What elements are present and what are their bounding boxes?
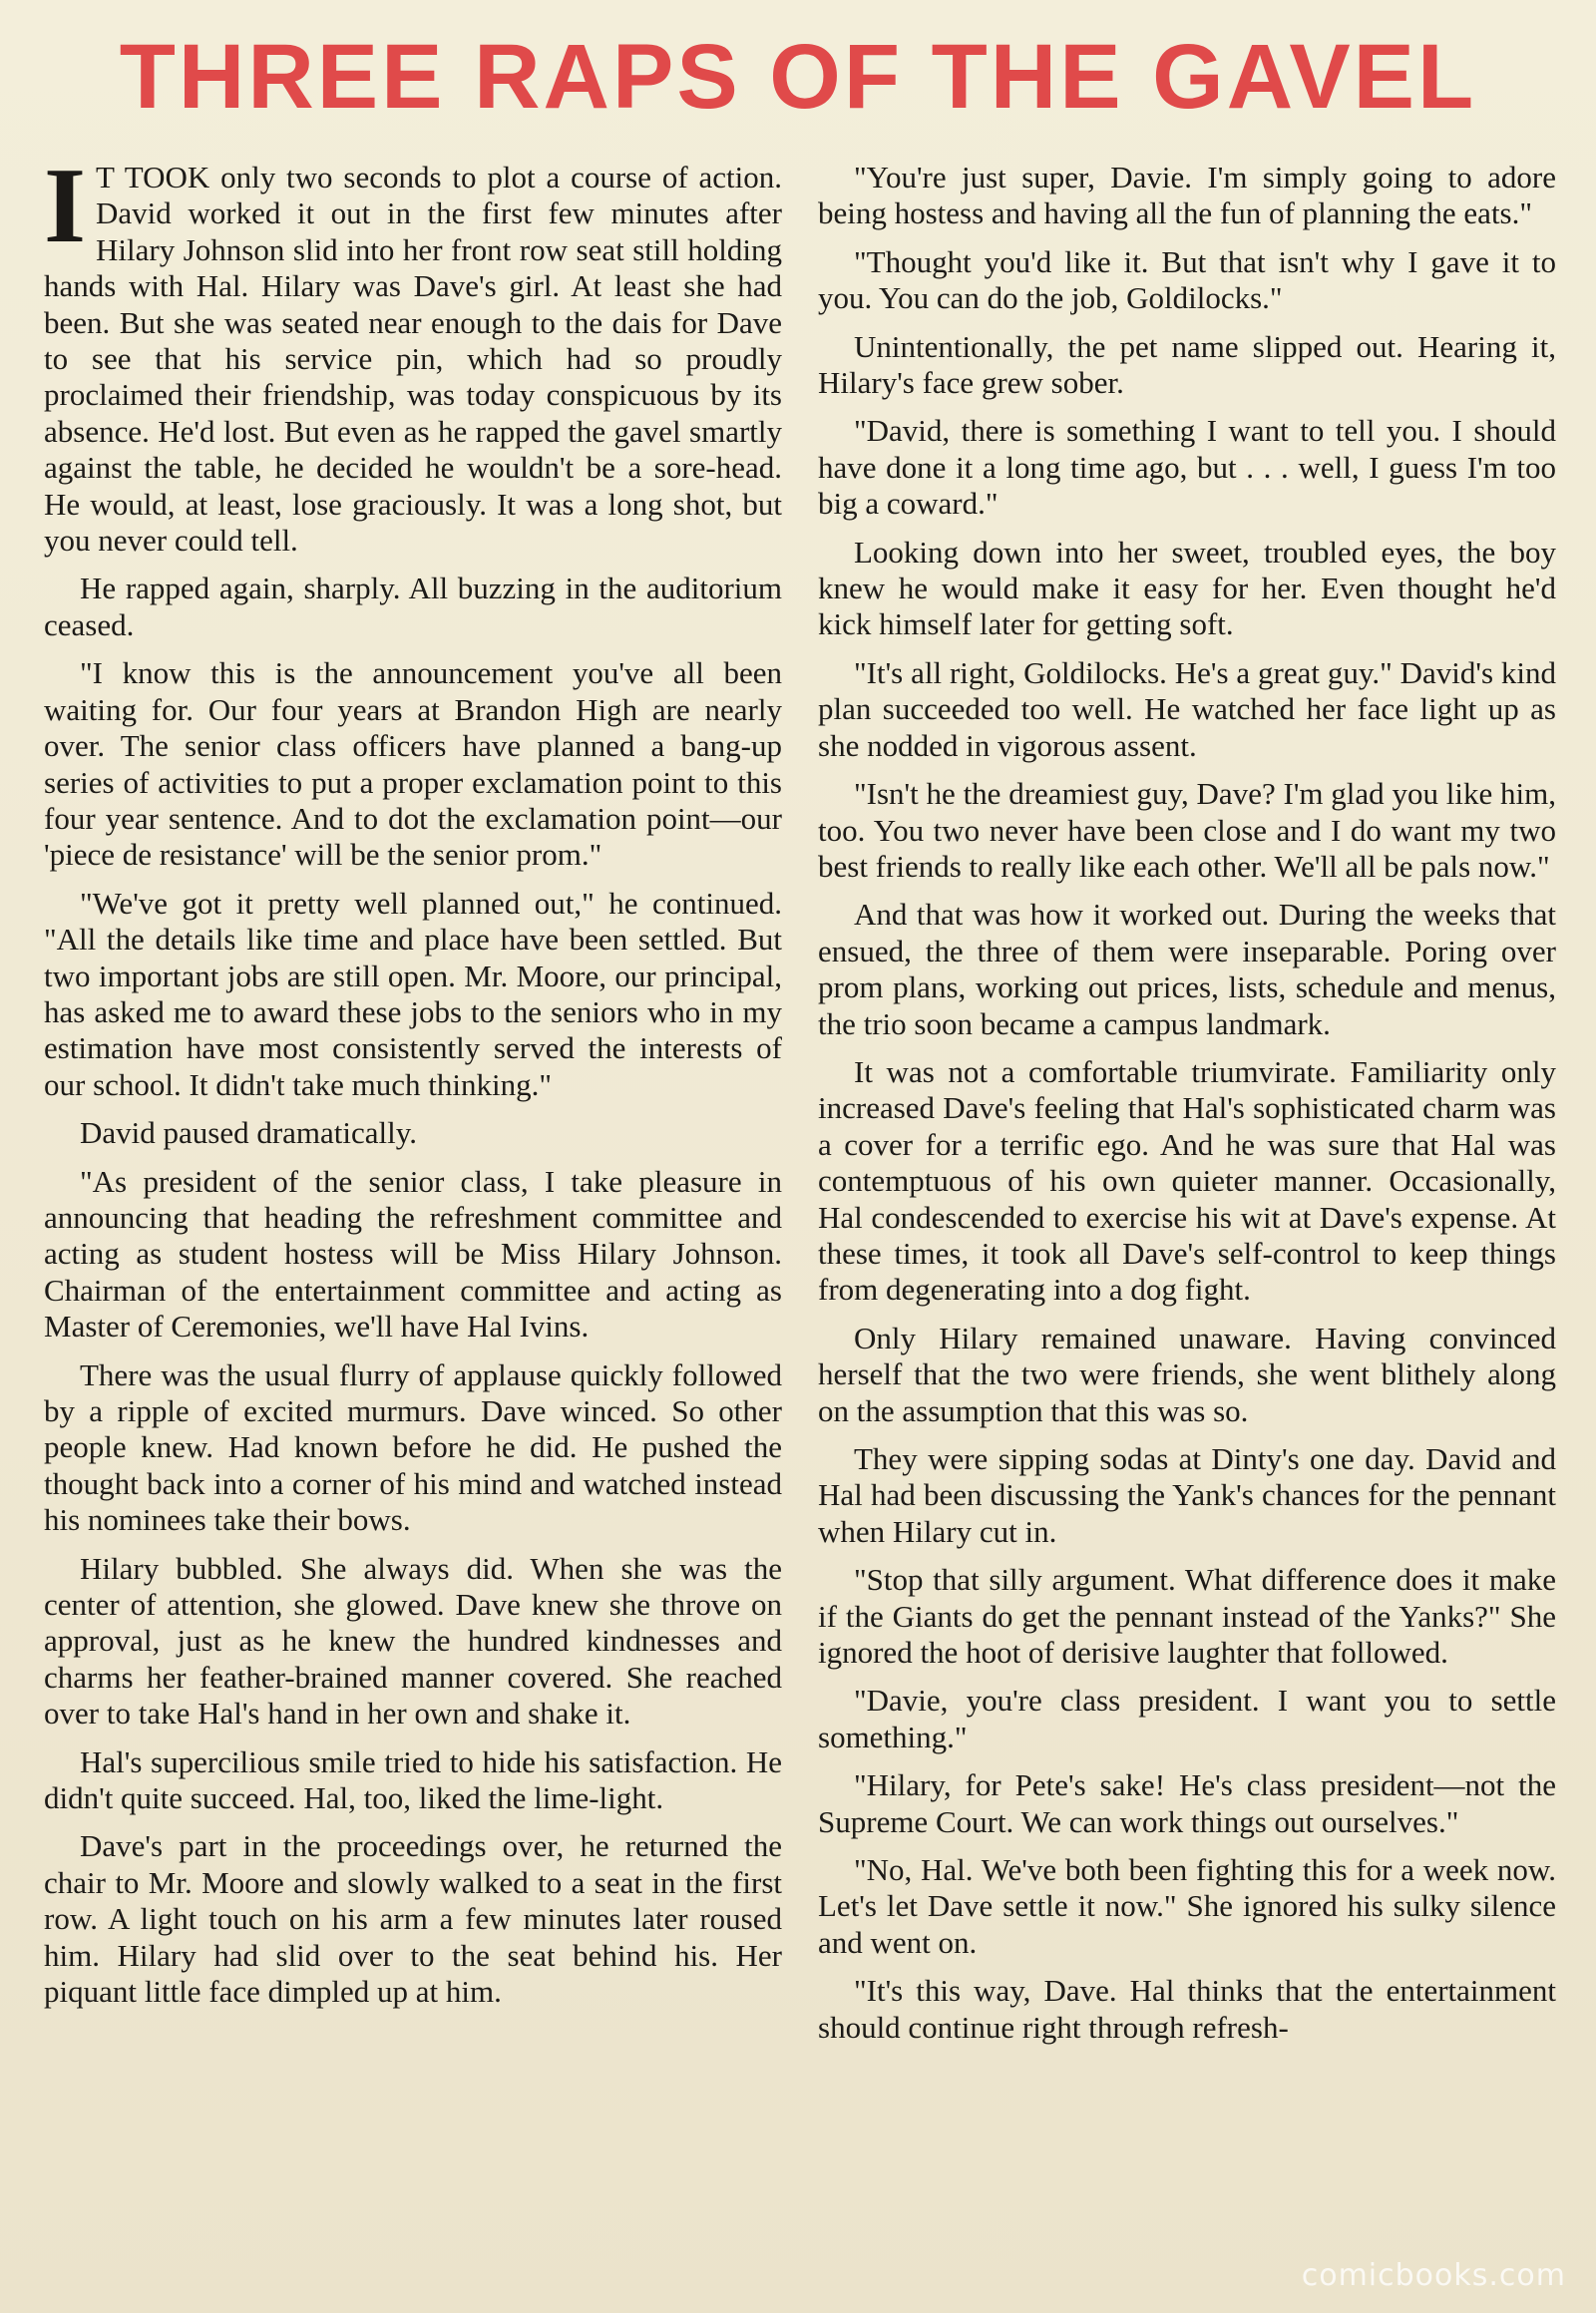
paragraph: Hilary bubbled. She always did. When she was the center of attention, she glowed. Dave knew she throve on approval, just as he knew the hundred kindnesses and charms her feather-brained manner covered. She reached over to take Hal's hand in her own and shake it. [44,1550,782,1732]
paragraph: "David, there is something I want to tell you. I should have done it a long time ago, but . . . well, I guess I'm too big a coward." [818,413,1556,522]
story-title: THREE RAPS OF THE GAVEL [119,26,1477,128]
paragraph: "Thought you'd like it. But that isn't why I gave it to you. You can do the job, Goldilocks." [818,243,1556,316]
paragraph: Hal's supercilious smile tried to hide his satisfaction. He didn't quite succeed. Hal, too, liked the lime-light. [44,1743,782,1816]
opening-paragraph [44,147,782,559]
drop-cap: I [44,147,87,265]
paragraph: "It's all right, Goldilocks. He's a great guy." David's kind plan succeeded too well. He watched her face light up as she nodded in vigorous assent. [818,654,1556,763]
paragraph: "Stop that silly argument. What difference does it make if the Giants do get the pennant instead of the Yanks?" She ignored the hoot of derisive laughter that followed. [818,1562,1556,1671]
paragraph: David paused dramatically. [80,1115,418,1151]
paragraph: "Hilary, for Pete's sake! He's class president—not the Supreme Court. We can work things out ourselves." [818,1767,1556,1839]
paragraph: "You're just super, Davie. I'm simply going to adore being hostess and having all the fun of planning the eats." [818,160,1556,231]
right-column [818,160,1556,2058]
paragraph: "I know this is the announcement you've all been waiting for. Our four years at Brandon High are nearly over. The senior class officers have planned a bang-up series of activities to put a proper exclamation point to this four year sentence. And to dot the exclamation point—our 'piece de resistance' will be the senior prom." [44,655,782,873]
paragraph: It was not a comfortable triumvirate. Familiarity only increased Dave's feeling that Hal's sophisticated charm was a cover for a terrific ego. And he was sure that Hal was contemptuous of his own quieter manner. Occasionally, Hal condescended to exercise his wit at Dave's expense. At these times, it took all Dave's self-control to keep things from degenerating into a dog fight. [818,1053,1556,1308]
paragraph: "Davie, you're class president. I want you to settle something." [818,1683,1556,1754]
paragraph: There was the usual flurry of applause quickly followed by a ripple of excited murmurs. Dave winced. So other people knew. Had known before he did. He pushed the thought back into a corner of his mind and watched instead his nominees take their bows. [44,1356,782,1538]
paragraph: Only Hilary remained unaware. Having convinced herself that the two were friends, she went blithely along on the assumption that this was so. [818,1320,1556,1428]
paragraph: And that was how it worked out. During the weeks that ensued, the three of them were inseparable. Poring over prom plans, working out prices, lists, schedule and menus, the trio soon became a campus landmark. [818,897,1556,1041]
paragraph: "Isn't he the dreamiest guy, Dave? I'm glad you like him, too. You two never have been close and I do want my two best friends to really like each other. We'll all be pals now." [818,776,1556,884]
paragraph: "No, Hal. We've both been fighting this for a week now. Let's let Dave settle it now." She ignored his sulky silence and went on. [818,1852,1556,1960]
site-watermark: comicbooks.com [1301,2258,1566,2293]
paragraph: He rapped again, sharply. All buzzing in the auditorium ceased. [44,571,782,642]
opening-paragraph-text: T TOOK only two seconds to plot a course of action. David worked it out in the first few minutes after Hilary Johnson slid into her front row seat still holding hands with Hal. Hilary was Dave's girl. At least she had been. But she was seated near enough to the dais for Dave to see that his service pin, which had so proudly proclaimed their friendship, was today conspicuous by its absence. He'd lost. But even as he rapped the gavel smartly against the table, he decided he wouldn't be a sore-head. He would, at least, lose graciously. It was a long shot, but you never could tell. [44,160,782,559]
paragraph: They were sipping sodas at Dinty's one day. David and Hal had been discussing the Yank's chances for the pennant when Hilary cut in. [818,1441,1556,1549]
paragraph: "As president of the senior class, I take pleasure in announcing that heading the refreshment committee and acting as student hostess will be Miss Hilary Johnson. Chairman of the entertainment committee and acting as Master of Ceremonies, we'll have Hal Ivins. [44,1163,782,1345]
paragraph: Unintentionally, the pet name slipped out. Hearing it, Hilary's face grew sober. [818,328,1556,401]
left-column [44,147,782,2023]
paragraph: Dave's part in the proceedings over, he returned the chair to Mr. Moore and slowly walked to a seat in the first row. A light touch on his arm a few minutes later roused him. Hilary had slid over to the seat behind his. Her piquant little face dimpled up at him. [44,1828,782,2010]
paragraph: Looking down into her sweet, troubled eyes, the boy knew he would make it easy for her. Even thought he'd kick himself later for getting soft. [818,534,1556,642]
paragraph: "We've got it pretty well planned out," he continued. "All the details like time and place have been settled. But two important jobs are still open. Mr. Moore, our principal, has asked me to award these jobs to the seniors who in my estimation have most consistently served the interests of our school. It didn't take much thinking." [44,885,782,1102]
paragraph: "It's this way, Dave. Hal thinks that the entertainment should continue right through refresh- [818,1973,1556,2045]
